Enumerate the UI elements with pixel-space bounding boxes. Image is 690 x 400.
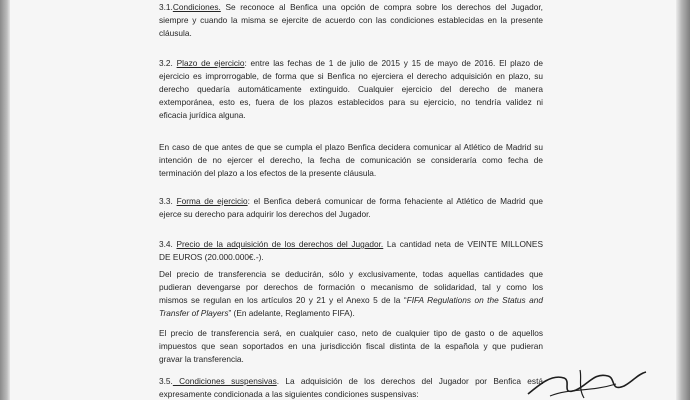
- clause-3-1: [159, 1, 543, 40]
- clause-3-4-deductions: [159, 268, 543, 320]
- text-line: ejercicio es improrrogable, de forma que si Benfica no ejerciera el derecho adquisición en plazo, su: [159, 71, 543, 81]
- clause-3-2-communication: [159, 141, 543, 180]
- text-segment: ” (En adelante, Reglamento FIFA).: [228, 308, 355, 318]
- scan-right-edge: [676, 0, 690, 400]
- italic-reference: Transfer of Players: [159, 308, 229, 318]
- italic-reference: FIFA Regulations on the Status and: [406, 295, 543, 305]
- text-line: gravar la transferencia.: [159, 354, 244, 364]
- text-line: intención de no ejercer el derecho, la fecha de comunicación se consideraría como fecha de: [159, 155, 543, 165]
- text-line: terminación del plazo a los efectos de la presente cláusula.: [159, 168, 377, 178]
- scan-left-edge: [0, 0, 10, 400]
- clause-3-2: [159, 57, 543, 122]
- text-line: siempre y cuando la misma se ejercite de acuerdo con las condiciones establecidas en la presente: [159, 15, 543, 25]
- text-line: expresamente condicionada a las siguientes condiciones suspensivas:: [159, 389, 419, 399]
- clause-heading: Forma de ejercicio: [176, 196, 248, 206]
- clause-heading: Plazo de ejercicio: [176, 58, 245, 68]
- clause-3-4: [159, 238, 543, 264]
- text-line: cláusula.: [159, 28, 192, 38]
- text-line: El precio de transferencia será, en cualquier caso, neto de cualquier tipo de gasto o de aquellos: [159, 328, 543, 338]
- clause-text: La cantidad neta de VEINTE MILLONES: [383, 239, 543, 249]
- text-line: pudieran devengarse por derechos de formación o mecanismo de solidaridad, tal y como los: [159, 282, 543, 292]
- text-line: En caso de que antes de que se cumpla el plazo Benfica decidera comunicar al Atlético de Madrid su: [159, 142, 543, 152]
- handwritten-signature: [520, 366, 650, 400]
- text-line: impuestos que sean soportados en una jurisdicción fiscal distinta de la española y que pudieran: [159, 341, 543, 351]
- clause-3-3: [159, 195, 543, 221]
- text-line: extemporánea, esto es, fuera de los plazos establecidos para su ejercicio, no tendría validez ni: [159, 97, 543, 107]
- text-segment: mismos se regulan en los artículos 20 y 21 y el Anexo 5 de la “: [159, 295, 407, 305]
- clause-text: : entre las fechas de 1 de julio de 2015 y 15 de mayo de 2016. El plazo de: [244, 58, 543, 68]
- clause-number: 3.3.: [159, 196, 173, 206]
- clause-heading: Precio de la adquisición de los derechos del Jugador.: [176, 239, 384, 249]
- text-line: ejerce su derecho para adquirir los derechos del Jugador.: [159, 209, 371, 219]
- text-line: eficacia jurídica alguna.: [159, 110, 246, 120]
- text-line: DE EUROS (20.000.000€.-).: [159, 252, 264, 262]
- clause-text: Se reconoce al Benfica una opción de compra sobre los derechos del Jugador,: [220, 2, 543, 12]
- text-line: derecho quedaría automáticamente extinguido. Cualquier ejercicio del derecho de manera: [159, 84, 543, 94]
- clause-number: 3.5.: [159, 376, 173, 386]
- clause-number: 3.2.: [159, 58, 173, 68]
- clause-number: 3.1.: [159, 2, 173, 12]
- clause-text: : el Benfica deberá comunicar de forma fehaciente al Atlético de Madrid que: [247, 196, 543, 206]
- clause-number: 3.4.: [159, 239, 173, 249]
- clause-heading: Condiciones suspensivas: [172, 376, 277, 386]
- text-line: Del precio de transferencia se deducirán, sólo y exclusivamente, todas aquellas cantidades que: [159, 269, 543, 279]
- clause-heading: Condiciones.: [172, 2, 221, 12]
- clause-3-4-taxes: [159, 327, 543, 366]
- clause-3-5: [159, 375, 543, 400]
- clause-text: . La adquisición de los derechos del Jugador por Benfica está: [276, 376, 543, 386]
